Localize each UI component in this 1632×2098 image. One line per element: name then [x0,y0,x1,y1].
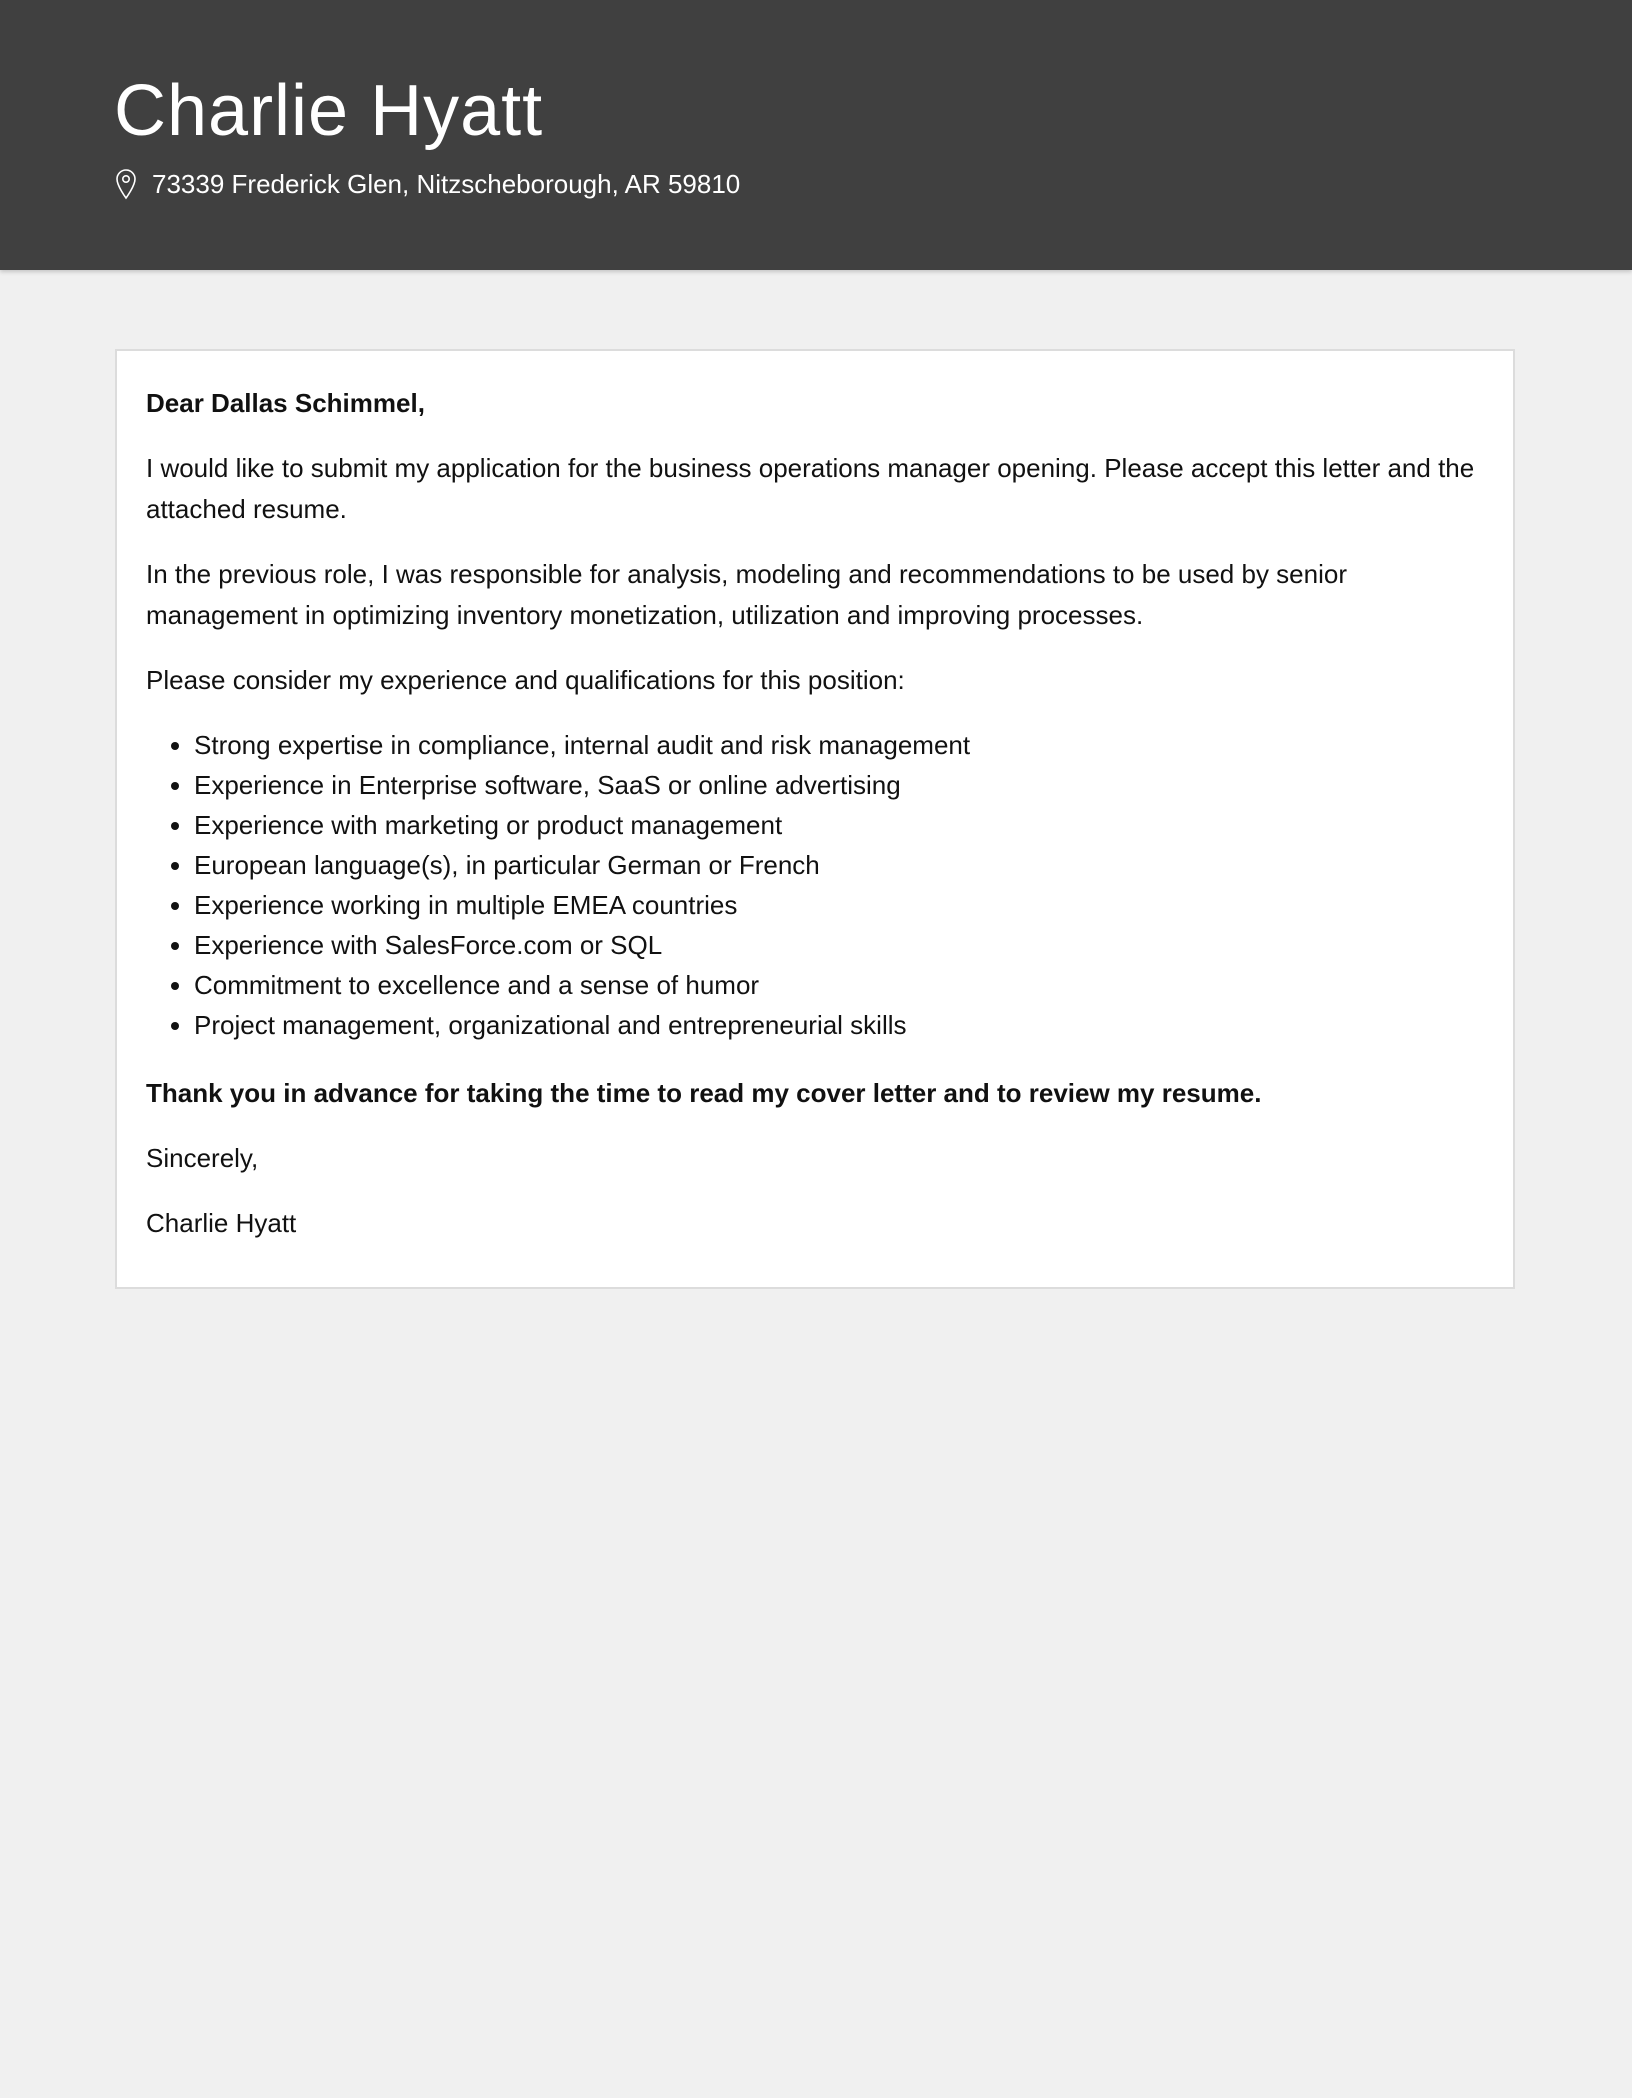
list-item: • European language(s), in particular German or French [194,845,1490,885]
letter-signoff: Sincerely, [146,1143,259,1173]
list-item: • Strong expertise in compliance, internal audit and risk management [194,725,1490,765]
page-header [0,0,1632,270]
address-row [114,166,740,202]
applicant-name: Charlie Hyatt [114,71,544,151]
letter-paragraph-intro: I would like to submit my application for the business operations manager opening. Please accept this letter and the attached resume. [146,453,1475,524]
letter-body [146,383,1490,1268]
list-item: • Experience with SalesForce.com or SQL [194,925,1490,965]
list-item: • Commitment to excellence and a sense of humor [194,965,1490,1005]
list-item: • Experience in Enterprise software, SaaS or online advertising [194,765,1490,805]
qualifications-list [146,725,1490,1045]
letter-signature: Charlie Hyatt [146,1208,297,1238]
list-item: • Project management, organizational and entrepreneurial skills [194,1005,1490,1045]
list-item: • Experience working in multiple EMEA countries [194,885,1490,925]
letter-greeting: Dear Dallas Schimmel, [146,388,425,418]
location-pin-icon [114,168,138,200]
letter-paragraph-consider: Please consider my experience and qualifications for this position: [146,665,905,695]
list-item: • Experience with marketing or product management [194,805,1490,845]
letter-closing: Thank you in advance for taking the time to read my cover letter and to review my resume. [146,1078,1262,1108]
cover-letter-card [115,349,1515,1289]
letter-paragraph-experience: In the previous role, I was responsible for analysis, modeling and recommendations to be used by senior management in optimizing inventory monetization, utilization and improving processes. [146,559,1347,630]
address-text: 73339 Frederick Glen, Nitzscheborough, AR 59810 [152,169,741,199]
